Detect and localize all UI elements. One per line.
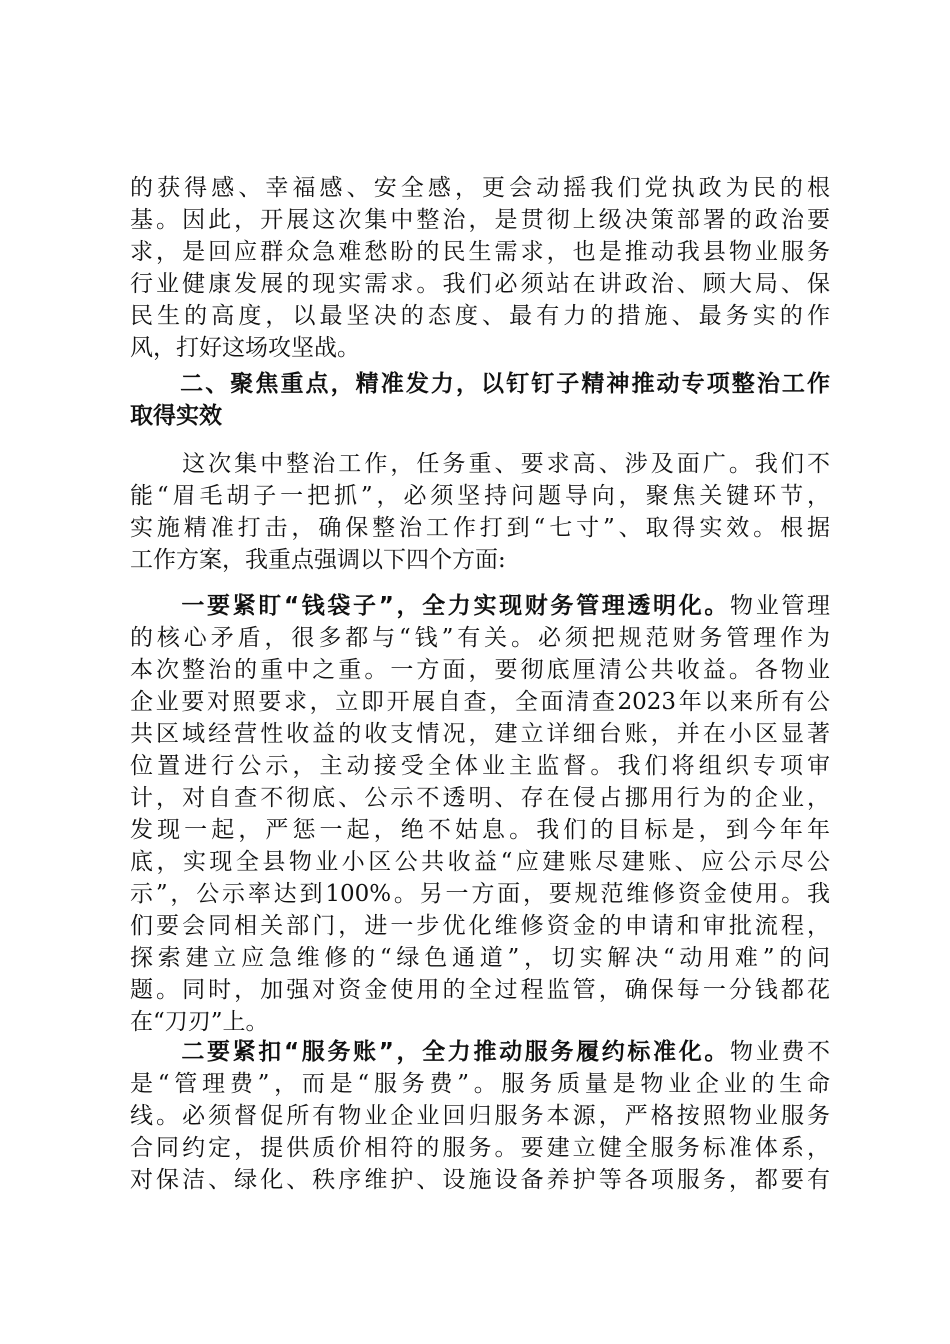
- text-line: 的获得感、幸福感、安全感，更会动摇我们党执政为民的根: [130, 175, 830, 201]
- point-one-rest: 物业管理: [730, 593, 831, 619]
- intro-paragraph: [130, 172, 830, 364]
- heading-line: 取得实效: [130, 403, 222, 429]
- text-line: 的核心矛盾，很多都与“钱”有关。必须把规范财务管理作为: [130, 625, 830, 651]
- text-line: 这次集中整治工作，任务重、要求高、涉及面广。我们不: [130, 451, 830, 477]
- text-line: 风，打好这场攻坚战。: [130, 335, 360, 361]
- text-line: 底，实现全县物业小区公共收益“应建账尽建账、应公示尽公: [130, 849, 830, 875]
- text-line: 们要会同相关部门，进一步优化维修资金的申请和审批流程，: [130, 913, 830, 939]
- text-line: 工作方案，我重点强调以下四个方面:: [130, 547, 506, 573]
- text-line: 对保洁、绿化、秩序维护、设施设备养护等各项服务，都要有: [130, 1167, 830, 1193]
- text-line: 实施精准打击，确保整治工作打到“七寸”、取得实效。根据: [130, 515, 830, 541]
- text-line: [130, 1036, 830, 1068]
- text-line: 合同约定，提供质价相符的服务。要建立健全服务标准体系，: [130, 1135, 830, 1161]
- text-line: 位置进行公示，主动接受全体业主监督。我们将组织专项审: [130, 753, 830, 779]
- section-heading: [130, 368, 830, 432]
- text-line: 线。必须督促所有物业企业回归服务本源，严格按照物业服务: [130, 1103, 830, 1129]
- text-line: 能“眉毛胡子一把抓”，必须坚持问题导向，聚焦关键环节，: [130, 483, 830, 509]
- text-line: 题。同时，加强对资金使用的全过程监管，确保每一分钱都花: [130, 977, 830, 1003]
- text-line: [130, 590, 830, 622]
- text-line: 求，是回应群众急难愁盼的民生需求，也是推动我县物业服务: [130, 239, 830, 265]
- section-paragraph: [130, 448, 830, 576]
- text-line: 是“管理费”，而是“服务费”。服务质量是物业企业的生命: [130, 1071, 830, 1097]
- text-line: 基。因此，开展这次集中整治，是贯彻上级决策部署的政治要: [130, 207, 830, 233]
- point-one-paragraph: [130, 590, 830, 1038]
- point-one-lead: 一要紧盯“钱袋子”，全力实现财务管理透明化。: [130, 593, 731, 619]
- text-line: 共区域经营性收益的收支情况，建立详细台账，并在小区显著: [130, 721, 830, 747]
- text-line: 示”，公示率达到100%。另一方面，要规范维修资金使用。我: [130, 881, 830, 907]
- point-two-paragraph: [130, 1036, 830, 1196]
- text-line: 企业要对照要求，立即开展自查，全面清查2023年以来所有公: [130, 689, 830, 715]
- text-line: 本次整治的重中之重。一方面，要彻底厘清公共收益。各物业: [130, 657, 830, 683]
- text-line: 发现一起，严惩一起，绝不姑息。我们的目标是，到今年年: [130, 817, 830, 843]
- text-line: 在“刀刃”上。: [130, 1009, 269, 1035]
- text-line: 计，对自查不彻底、公示不透明、存在侵占挪用行为的企业，: [130, 785, 830, 811]
- point-two-lead: 二要紧扣“服务账”，全力推动服务履约标准化。: [130, 1039, 731, 1065]
- text-line: 行业健康发展的现实需求。我们必须站在讲政治、顾大局、保: [130, 271, 830, 297]
- heading-line: 二、聚焦重点，精准发力，以钉钉子精神推动专项整治工作: [130, 371, 830, 397]
- text-line: 探索建立应急维修的“绿色通道”，切实解决“动用难”的问: [130, 945, 830, 971]
- point-two-rest: 物业费不: [730, 1039, 831, 1065]
- text-line: 民生的高度，以最坚决的态度、最有力的措施、最务实的作: [130, 303, 830, 329]
